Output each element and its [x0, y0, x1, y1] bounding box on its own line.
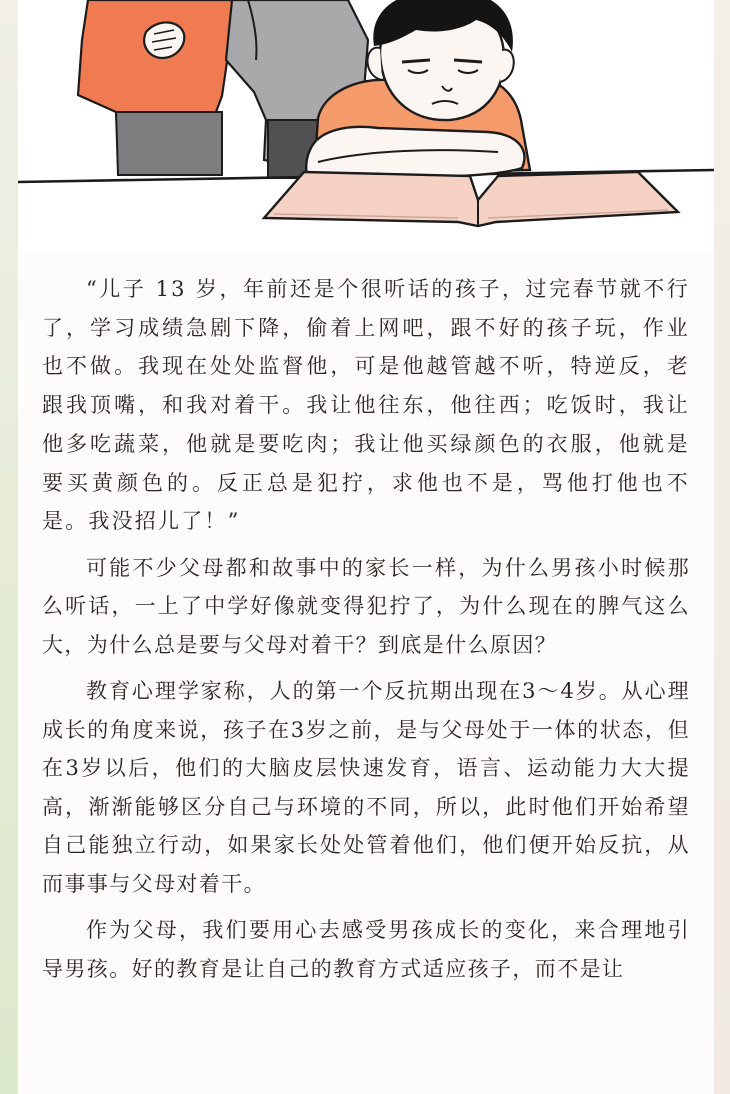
right-page-margin	[714, 0, 730, 1094]
paragraph-4: 作为父母，我们要用心去感受男孩成长的变化，来合理地引导男孩。好的教育是让自己的教育方式适应孩子，而不是让	[42, 918, 690, 981]
paragraph-2: 可能不少父母都和故事中的家长一样，为什么男孩小时候那么听话，一上了中学好像就变得犯拧了，为什么现在的脾气这么大，为什么总是要与父母对着干？到底是什么原因？	[42, 555, 690, 657]
body-text	[42, 270, 690, 996]
book-page	[18, 0, 714, 1094]
paragraph-quote: “儿子 13 岁，年前还是个很听话的孩子，过完春节就不行了，学习成绩急剧下降，偷着上网吧，跟不好的孩子玩，作业也不做。我现在处处监督他，可是他越管越不听，特逆反，老跟我顶嘴，和我对着干。我让他往东，他往西；吃饭时，我让他多吃蔬菜，他就是要吃肉；我让他买绿颜色的衣服，他就是要买黄颜色的。反正总是犯拧，求他也不是，骂他打他也不是。我没招儿了！”	[42, 277, 690, 534]
cartoon-illustration	[18, 0, 714, 250]
paragraph-3: 教育心理学家称，人的第一个反抗期出现在3～4岁。从心理成长的角度来说，孩子在3岁之前，是与父母处于一体的状态，但在3岁以后，他们的大脑皮层快速发育，语言、运动能力大大提高，渐渐能够区分自己与环境的不同，所以，此时他们开始希望自己能独立行动，如果家长处处管着他们，他们便开始反抗，从而事事与父母对着干。	[42, 679, 690, 896]
left-page-margin	[0, 0, 18, 1094]
cartoon-boy-sulking-over-book-icon	[18, 0, 714, 250]
